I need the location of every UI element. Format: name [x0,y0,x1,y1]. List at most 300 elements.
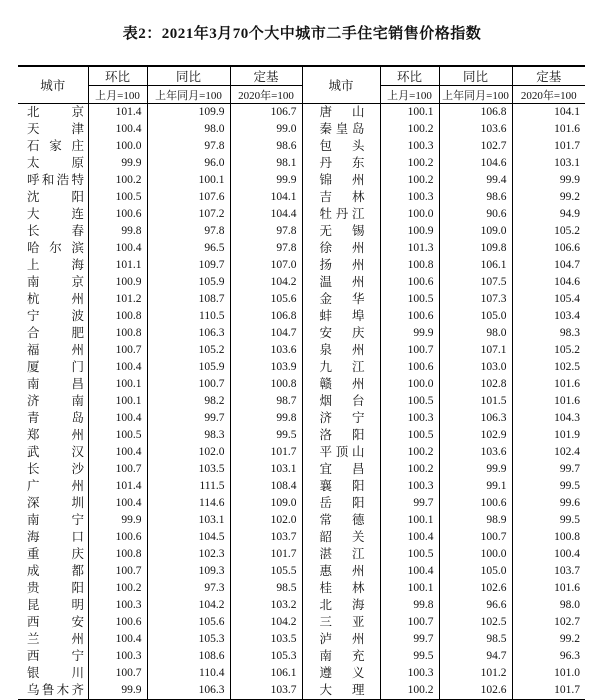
fixed-base-index-value: 104.1 [230,189,302,206]
yoy-index-value: 106.3 [147,325,230,342]
table-row [18,342,585,359]
city-cell: 蚌 埠 [302,308,380,325]
city-cell: 温 州 [302,274,380,291]
yoy-index-value: 110.4 [147,665,230,682]
table-row [18,172,585,189]
fixed-base-index-value: 104.3 [512,410,585,427]
fixed-base-index-value: 103.1 [512,155,585,172]
mom-index-value: 100.0 [380,206,439,223]
header-row-groups [18,66,585,86]
yoy-index-value: 98.0 [147,121,230,138]
table-row [18,580,585,597]
mom-index-value: 99.5 [380,648,439,665]
city-cell: 贵 阳 [27,581,84,595]
fixed-base-index-value: 98.7 [230,393,302,410]
mom-index-value: 101.4 [88,478,147,495]
mom-index-value: 100.1 [380,580,439,597]
yoy-index-value: 104.5 [147,529,230,546]
yoy-index-value: 101.5 [439,393,512,410]
mom-index-value: 100.5 [380,546,439,563]
fixed-base-index-value: 101.9 [512,427,585,444]
fixed-base-index-value: 98.1 [230,155,302,172]
city-cell: 韶 关 [302,529,380,546]
yoy-index-value: 105.3 [147,631,230,648]
yoy-index-value: 99.7 [147,410,230,427]
mom-index-value: 100.3 [380,665,439,682]
fixed-base-index-value: 98.0 [512,597,585,614]
fixed-base-index-value: 101.0 [512,665,585,682]
fixed-base-index-value: 99.9 [512,172,585,189]
mom-index-value: 99.9 [380,325,439,342]
city-cell: 济 宁 [302,410,380,427]
yoy-index-value: 105.9 [147,274,230,291]
fixed-base-index-value: 99.7 [512,461,585,478]
city-cell: 九 江 [302,359,380,376]
fixed-base-index-value: 104.4 [230,206,302,223]
yoy-index-value: 105.6 [147,614,230,631]
header-city-left: 城市 [18,66,88,104]
city-cell: 西 宁 [27,649,84,663]
city-cell: 赣 州 [302,376,380,393]
city-cell: 深 圳 [27,496,84,510]
city-cell: 昆 明 [27,598,84,612]
table-row [18,665,585,682]
mom-index-value: 100.2 [380,444,439,461]
fixed-base-index-value: 104.2 [230,614,302,631]
yoy-index-value: 107.3 [439,291,512,308]
table-row [18,495,585,512]
table-row [18,461,585,478]
city-cell: 安 庆 [302,325,380,342]
table-row [18,325,585,342]
yoy-index-value: 108.6 [147,648,230,665]
mom-index-value: 100.4 [88,359,147,376]
mom-index-value: 101.2 [88,291,147,308]
mom-index-value: 100.2 [380,682,439,700]
header-mom-right: 环比 [380,66,439,86]
yoy-index-value: 102.6 [439,580,512,597]
city-cell: 武 汉 [27,445,84,459]
fixed-base-index-value: 101.7 [512,682,585,700]
mom-index-value: 100.4 [380,563,439,580]
fixed-base-index-value: 105.2 [512,342,585,359]
city-cell: 哈 尔 滨 [27,241,84,255]
city-cell: 常 德 [302,512,380,529]
mom-index-value: 100.4 [88,410,147,427]
fixed-base-index-value: 106.6 [512,240,585,257]
mom-index-value: 100.7 [88,563,147,580]
city-cell: 洛 阳 [302,427,380,444]
city-cell: 沈 阳 [27,190,84,204]
city-cell: 宜 昌 [302,461,380,478]
yoy-index-value: 101.2 [439,665,512,682]
header-fixedbase-left: 定基 [230,66,302,86]
mom-index-value: 100.8 [88,546,147,563]
yoy-index-value: 103.1 [147,512,230,529]
mom-index-value: 100.7 [88,461,147,478]
mom-index-value: 101.3 [380,240,439,257]
yoy-index-value: 102.0 [147,444,230,461]
mom-index-value: 100.8 [380,257,439,274]
header-yoy-base-right: 上年同月=100 [439,86,512,104]
mom-index-value: 99.9 [88,155,147,172]
yoy-index-value: 107.1 [439,342,512,359]
city-cell: 南 宁 [27,513,84,527]
mom-index-value: 100.8 [88,308,147,325]
table-row [18,274,585,291]
fixed-base-index-value: 103.2 [230,597,302,614]
city-cell: 遵 义 [302,665,380,682]
city-cell: 郑 州 [27,428,84,442]
yoy-index-value: 107.6 [147,189,230,206]
table-row [18,155,585,172]
mom-index-value: 100.3 [380,189,439,206]
city-cell: 济 南 [27,394,84,408]
yoy-index-value: 98.2 [147,393,230,410]
city-cell: 天 津 [27,122,84,136]
city-cell: 海 口 [27,530,84,544]
yoy-index-value: 106.1 [439,257,512,274]
table-row [18,512,585,529]
city-cell: 长 沙 [27,462,84,476]
fixed-base-index-value: 106.1 [230,665,302,682]
mom-index-value: 100.2 [380,155,439,172]
fixed-base-index-value: 98.3 [512,325,585,342]
fixed-base-index-value: 102.0 [230,512,302,529]
fixed-base-index-value: 99.9 [230,172,302,189]
fixed-base-index-value: 100.8 [230,376,302,393]
yoy-index-value: 111.5 [147,478,230,495]
fixed-base-index-value: 99.2 [512,631,585,648]
yoy-index-value: 96.0 [147,155,230,172]
yoy-index-value: 102.8 [439,376,512,393]
mom-index-value: 100.5 [88,427,147,444]
mom-index-value: 100.4 [380,529,439,546]
mom-index-value: 101.4 [88,104,147,122]
mom-index-value: 100.5 [380,427,439,444]
city-cell: 杭 州 [27,292,84,306]
mom-index-value: 100.2 [380,172,439,189]
yoy-index-value: 100.7 [439,529,512,546]
yoy-index-value: 90.6 [439,206,512,223]
fixed-base-index-value: 99.6 [512,495,585,512]
table-row [18,308,585,325]
mom-index-value: 100.1 [380,104,439,122]
fixed-base-index-value: 106.8 [230,308,302,325]
yoy-index-value: 107.5 [439,274,512,291]
table-row [18,631,585,648]
fixed-base-index-value: 103.5 [230,631,302,648]
fixed-base-index-value: 98.5 [230,580,302,597]
yoy-index-value: 103.6 [439,444,512,461]
fixed-base-index-value: 109.0 [230,495,302,512]
fixed-base-index-value: 101.6 [512,393,585,410]
yoy-index-value: 110.5 [147,308,230,325]
header-city-right: 城市 [302,66,380,104]
fixed-base-index-value: 104.7 [512,257,585,274]
city-cell: 平 顶 山 [302,444,380,461]
yoy-index-value: 105.9 [147,359,230,376]
city-cell: 兰 州 [27,632,84,646]
yoy-index-value: 109.3 [147,563,230,580]
city-cell: 牡 丹 江 [302,206,380,223]
fixed-base-index-value: 104.6 [512,274,585,291]
mom-index-value: 100.4 [88,495,147,512]
yoy-index-value: 100.0 [439,546,512,563]
mom-index-value: 100.2 [380,121,439,138]
price-index-table [18,65,585,700]
table-row [18,597,585,614]
table-row [18,614,585,631]
header-mom-left: 环比 [88,66,147,86]
yoy-index-value: 105.2 [147,342,230,359]
mom-index-value: 100.4 [88,121,147,138]
yoy-index-value: 98.5 [439,631,512,648]
mom-index-value: 100.6 [88,206,147,223]
mom-index-value: 100.4 [88,444,147,461]
yoy-index-value: 98.9 [439,512,512,529]
table-row [18,478,585,495]
mom-index-value: 100.7 [88,665,147,682]
city-cell: 西 安 [27,615,84,629]
fixed-base-index-value: 97.8 [230,223,302,240]
yoy-index-value: 102.5 [439,614,512,631]
mom-index-value: 100.6 [88,614,147,631]
city-cell: 泉 州 [302,342,380,359]
yoy-index-value: 104.6 [439,155,512,172]
yoy-index-value: 100.6 [439,495,512,512]
city-cell: 岳 阳 [302,495,380,512]
mom-index-value: 100.0 [380,376,439,393]
mom-index-value: 100.4 [88,631,147,648]
header-mom-base-left: 上月=100 [88,86,147,104]
city-cell: 惠 州 [302,563,380,580]
yoy-index-value: 102.3 [147,546,230,563]
city-cell: 大 理 [302,682,380,700]
fixed-base-index-value: 102.5 [512,359,585,376]
city-cell: 烟 台 [302,393,380,410]
fixed-base-index-value: 105.6 [230,291,302,308]
yoy-index-value: 103.6 [439,121,512,138]
mom-index-value: 100.9 [88,274,147,291]
table-row [18,444,585,461]
city-cell: 金 华 [302,291,380,308]
mom-index-value: 100.3 [88,597,147,614]
yoy-index-value: 97.3 [147,580,230,597]
fixed-base-index-value: 105.3 [230,648,302,665]
mom-index-value: 100.1 [88,376,147,393]
fixed-base-index-value: 103.7 [230,529,302,546]
fixed-base-index-value: 103.1 [230,461,302,478]
mom-index-value: 100.6 [380,359,439,376]
table-row [18,359,585,376]
mom-index-value: 100.3 [380,138,439,155]
city-cell: 南 充 [302,648,380,665]
city-cell: 银 川 [27,666,84,680]
city-cell: 成 都 [27,564,84,578]
city-cell: 秦 皇 岛 [302,121,380,138]
fixed-base-index-value: 103.9 [230,359,302,376]
city-cell: 宁 波 [27,309,84,323]
yoy-index-value: 107.2 [147,206,230,223]
table-row [18,257,585,274]
fixed-base-index-value: 97.8 [230,240,302,257]
fixed-base-index-value: 99.8 [230,410,302,427]
fixed-base-index-value: 99.2 [512,189,585,206]
fixed-base-index-value: 105.4 [512,291,585,308]
yoy-index-value: 98.3 [147,427,230,444]
header-yoy-left: 同比 [147,66,230,86]
table-row [18,393,585,410]
table-row [18,240,585,257]
yoy-index-value: 103.5 [147,461,230,478]
header-yoy-right: 同比 [439,66,512,86]
fixed-base-index-value: 99.5 [512,512,585,529]
mom-index-value: 100.8 [88,325,147,342]
mom-index-value: 100.7 [88,342,147,359]
city-cell: 扬 州 [302,257,380,274]
mom-index-value: 100.3 [380,410,439,427]
yoy-index-value: 96.5 [147,240,230,257]
mom-index-value: 100.1 [380,512,439,529]
mom-index-value: 100.5 [88,189,147,206]
city-cell: 厦 门 [27,360,84,374]
mom-index-value: 100.3 [380,478,439,495]
table-body [18,104,585,700]
mom-index-value: 100.9 [380,223,439,240]
yoy-index-value: 99.9 [439,461,512,478]
yoy-index-value: 109.0 [439,223,512,240]
fixed-base-index-value: 100.4 [512,546,585,563]
city-cell: 太 原 [27,156,84,170]
city-cell: 丹 东 [302,155,380,172]
yoy-index-value: 105.0 [439,563,512,580]
mom-index-value: 100.5 [380,291,439,308]
yoy-index-value: 102.9 [439,427,512,444]
city-cell: 大 连 [27,207,84,221]
mom-index-value: 100.1 [88,393,147,410]
fixed-base-index-value: 94.9 [512,206,585,223]
city-cell: 三 亚 [302,614,380,631]
table-row [18,376,585,393]
city-cell: 吉 林 [302,189,380,206]
table-row [18,206,585,223]
fixed-base-index-value: 105.2 [512,223,585,240]
yoy-index-value: 94.7 [439,648,512,665]
mom-index-value: 100.4 [88,240,147,257]
yoy-index-value: 105.0 [439,308,512,325]
table-row [18,121,585,138]
yoy-index-value: 106.8 [439,104,512,122]
mom-index-value: 100.2 [380,461,439,478]
table-row [18,682,585,700]
city-cell: 石 家 庄 [27,139,84,153]
fixed-base-index-value: 101.7 [230,546,302,563]
city-cell: 乌 鲁 木 齐 [27,683,84,697]
yoy-index-value: 98.0 [439,325,512,342]
table-row [18,104,585,122]
fixed-base-index-value: 103.7 [512,563,585,580]
table-row [18,546,585,563]
city-cell: 北 海 [302,597,380,614]
header-fixed-base-left: 2020年=100 [230,86,302,104]
city-cell: 桂 林 [302,580,380,597]
fixed-base-index-value: 99.5 [512,478,585,495]
mom-index-value: 99.8 [88,223,147,240]
fixed-base-index-value: 101.6 [512,121,585,138]
table-row [18,529,585,546]
fixed-base-index-value: 103.6 [230,342,302,359]
city-cell: 青 岛 [27,411,84,425]
yoy-index-value: 99.4 [439,172,512,189]
yoy-index-value: 102.6 [439,682,512,700]
table-row [18,223,585,240]
fixed-base-index-value: 104.1 [512,104,585,122]
city-cell: 包 头 [302,138,380,155]
city-cell: 南 京 [27,275,84,289]
mom-index-value: 100.2 [88,580,147,597]
table-row [18,410,585,427]
city-cell: 南 昌 [27,377,84,391]
yoy-index-value: 106.3 [147,682,230,700]
table-row [18,189,585,206]
fixed-base-index-value: 102.7 [512,614,585,631]
mom-index-value: 101.1 [88,257,147,274]
yoy-index-value: 97.8 [147,138,230,155]
yoy-index-value: 102.7 [439,138,512,155]
fixed-base-index-value: 100.8 [512,529,585,546]
header-yoy-base-left: 上年同月=100 [147,86,230,104]
yoy-index-value: 109.9 [147,104,230,122]
fixed-base-index-value: 99.0 [230,121,302,138]
table-title: 表2：2021年3月70个大中城市二手住宅销售价格指数 [122,26,482,42]
fixed-base-index-value: 102.4 [512,444,585,461]
city-cell: 长 春 [27,224,84,238]
yoy-index-value: 99.1 [439,478,512,495]
mom-index-value: 100.2 [88,172,147,189]
fixed-base-index-value: 104.7 [230,325,302,342]
fixed-base-index-value: 103.4 [512,308,585,325]
table-row [18,427,585,444]
fixed-base-index-value: 98.6 [230,138,302,155]
fixed-base-index-value: 101.6 [512,376,585,393]
mom-index-value: 99.7 [380,495,439,512]
fixed-base-index-value: 101.6 [512,580,585,597]
fixed-base-index-value: 101.7 [230,444,302,461]
yoy-index-value: 96.6 [439,597,512,614]
city-cell: 泸 州 [302,631,380,648]
city-cell: 福 州 [27,343,84,357]
mom-index-value: 100.7 [380,342,439,359]
fixed-base-index-value: 104.2 [230,274,302,291]
fixed-base-index-value: 108.4 [230,478,302,495]
header-fixedbase-right: 定基 [512,66,585,86]
mom-index-value: 100.3 [88,648,147,665]
table-header [18,66,585,104]
yoy-index-value: 109.7 [147,257,230,274]
yoy-index-value: 98.6 [439,189,512,206]
fixed-base-index-value: 105.5 [230,563,302,580]
city-cell: 呼 和 浩 特 [27,173,84,187]
yoy-index-value: 97.8 [147,223,230,240]
city-cell: 北 京 [27,105,84,119]
mom-index-value: 99.8 [380,597,439,614]
mom-index-value: 100.6 [380,274,439,291]
yoy-index-value: 100.7 [147,376,230,393]
city-cell: 广 州 [27,479,84,493]
city-cell: 合 肥 [27,326,84,340]
yoy-index-value: 103.0 [439,359,512,376]
